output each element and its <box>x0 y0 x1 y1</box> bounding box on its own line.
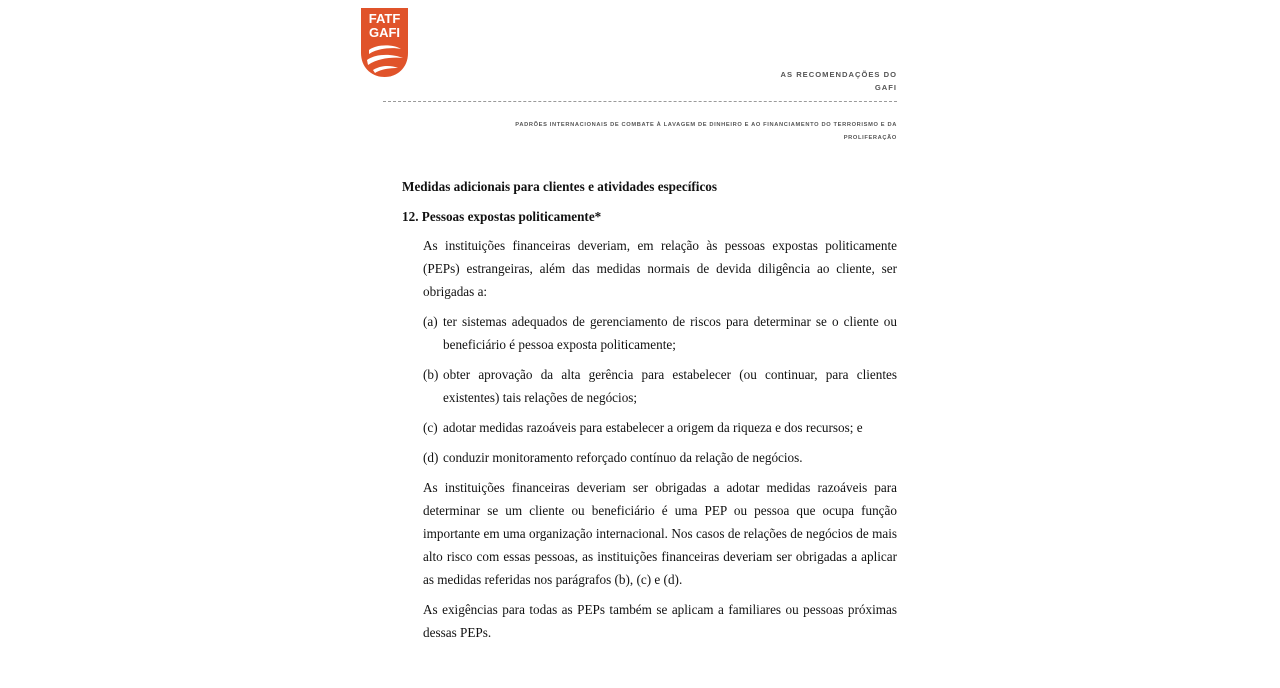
list-item-text: obter aprovação da alta gerência para estabelecer (ou continuar, para clientes existentes) tais relações de negócios; <box>443 367 897 405</box>
logo-text-fatf: FATF <box>368 11 401 26</box>
intro-paragraph: As instituições financeiras deveriam, em relação às pessoas expostas politicamente (PEPs) estrangeiras, além das medidas normais de devida diligência ao cliente, ser obrigadas a: <box>423 238 897 299</box>
header-subtitle-line-2: PROLIFERAÇÃO <box>843 135 897 141</box>
list-item-label: (d) <box>423 450 439 465</box>
recommendation-title: 12. Pessoas expostas politicamente* <box>402 209 602 224</box>
fatf-gafi-logo <box>361 8 408 78</box>
header-title-line-1: AS RECOMENDAÇÕES DO <box>780 70 897 79</box>
document-header-title <box>697 68 897 94</box>
list-item-label: (a) <box>423 314 438 329</box>
header-title-line-2: GAFI <box>874 83 897 92</box>
list-item-b <box>423 363 897 409</box>
list-item-c <box>423 416 897 439</box>
list-item-a <box>423 310 897 356</box>
list-item-label: (b) <box>423 367 439 382</box>
paragraph-3: As exigências para todas as PEPs também se aplicam a familiares ou pessoas próximas dessas PEPs. <box>423 602 897 640</box>
list-item-label: (c) <box>423 420 438 435</box>
list-item-text: conduzir monitoramento reforçado contínuo da relação de negócios. <box>443 450 803 465</box>
list-item-d <box>423 446 897 469</box>
header-subtitle-line-1: PADRÕES INTERNACIONAIS DE COMBATE À LAVAGEM DE DINHEIRO E AO FINANCIAMENTO DO TERRORISMO E DA <box>515 122 897 128</box>
logo-text-gafi: GAFI <box>368 25 401 40</box>
document-header-subtitle <box>440 119 897 145</box>
header-divider <box>383 101 897 102</box>
section-title: Medidas adicionais para clientes e atividades específicos <box>402 179 718 194</box>
list-item-text: ter sistemas adequados de gerenciamento de riscos para determinar se o cliente ou beneficiário é pessoa exposta politicamente; <box>443 314 897 352</box>
paragraph-2: As instituições financeiras deveriam ser obrigadas a adotar medidas razoáveis para determinar se um cliente ou beneficiário é uma PEP ou pessoa que ocupa função importante em uma organização internacional. Nos casos de relações de negócios de mais alto risco com essas pessoas, as instituições financeiras deveriam ser obrigadas a aplicar as medidas referidas nos parágrafos (b), (c) e (d). <box>423 480 897 587</box>
document-body <box>402 175 897 651</box>
list-item-text: adotar medidas razoáveis para estabelecer a origem da riqueza e dos recursos; e <box>443 420 863 435</box>
